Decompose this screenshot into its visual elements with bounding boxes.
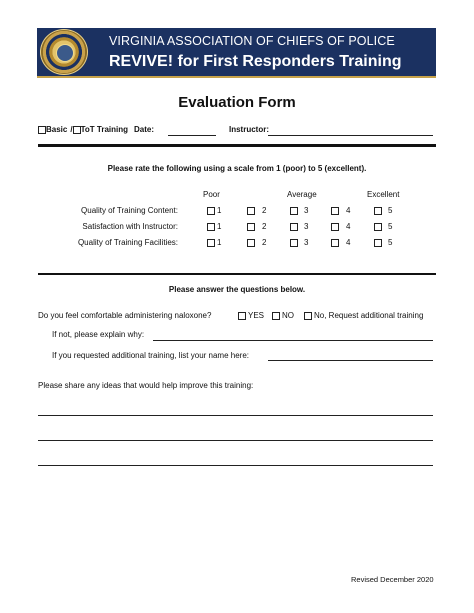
form-title: Evaluation Form bbox=[178, 94, 296, 111]
questions-instruction: Please answer the questions below. bbox=[168, 285, 306, 294]
explain-label: If not, please explain why: bbox=[52, 330, 145, 339]
rating-row-instructor bbox=[0, 222, 474, 234]
ideas-label: Please share any ideas that would help improve this training: bbox=[38, 381, 254, 390]
tot-label: ToT Training bbox=[80, 125, 128, 134]
instructor-label: Instructor: bbox=[229, 125, 269, 134]
vacp-seal-icon bbox=[40, 29, 88, 75]
seal-center bbox=[56, 44, 74, 62]
organization-name: VIRGINIA ASSOCIATION OF CHIEFS OF POLICE bbox=[109, 34, 395, 48]
rating-option-2[interactable]: 2 bbox=[262, 222, 267, 231]
rating-option-1[interactable]: 1 bbox=[207, 206, 221, 215]
yes-checkbox[interactable] bbox=[238, 312, 246, 320]
revision-note: Revised December 2020 bbox=[351, 575, 434, 584]
ideas-line-1[interactable] bbox=[38, 415, 433, 416]
request-training-checkbox[interactable] bbox=[304, 312, 312, 320]
training-type-separator: / bbox=[70, 125, 73, 134]
rating-checkbox-2[interactable] bbox=[247, 223, 255, 231]
rating-row-label: Quality of Training Content: bbox=[81, 206, 178, 215]
section-divider bbox=[38, 144, 436, 147]
no-label: NO bbox=[282, 311, 294, 320]
rating-option-4[interactable]: 4 bbox=[346, 206, 351, 215]
rating-option-1[interactable]: 1 bbox=[207, 222, 221, 231]
rating-checkbox-4[interactable] bbox=[331, 239, 339, 247]
date-label: Date: bbox=[134, 125, 155, 134]
rating-option-3[interactable]: 3 bbox=[290, 206, 308, 215]
rating-row-facilities bbox=[0, 238, 474, 250]
yes-label: YES bbox=[248, 311, 265, 320]
scale-label-poor: Poor bbox=[203, 190, 220, 199]
rating-row-content bbox=[0, 206, 474, 218]
ideas-line-3[interactable] bbox=[38, 465, 433, 466]
naloxone-request-training-option[interactable] bbox=[304, 311, 423, 320]
naloxone-yes-option[interactable] bbox=[238, 311, 264, 320]
rating-option-4[interactable]: 4 bbox=[346, 238, 351, 247]
rating-option-2[interactable]: 2 bbox=[262, 206, 267, 215]
scale-label-excellent: Excellent bbox=[367, 190, 400, 199]
ideas-line-2[interactable] bbox=[38, 440, 433, 441]
header-gold-rule bbox=[37, 76, 436, 78]
rating-option-5[interactable]: 5 bbox=[374, 238, 392, 247]
rating-checkbox-4[interactable] bbox=[331, 207, 339, 215]
request-training-label: No, Request additional training bbox=[314, 311, 424, 320]
rating-option-3[interactable]: 3 bbox=[290, 238, 308, 247]
explain-field[interactable] bbox=[153, 340, 433, 341]
rating-option-4[interactable]: 4 bbox=[346, 222, 351, 231]
date-field[interactable] bbox=[168, 135, 216, 136]
rating-option-3[interactable]: 3 bbox=[290, 222, 308, 231]
rating-option-5[interactable]: 5 bbox=[374, 206, 392, 215]
instructor-field[interactable] bbox=[268, 135, 433, 136]
training-type-row bbox=[38, 125, 128, 134]
rating-row-label: Quality of Training Facilities: bbox=[77, 238, 178, 247]
rating-option-5[interactable]: 5 bbox=[374, 222, 392, 231]
name-label: If you requested additional training, list your name here: bbox=[52, 351, 250, 360]
rating-checkbox-2[interactable] bbox=[247, 239, 255, 247]
no-checkbox[interactable] bbox=[272, 312, 280, 320]
program-title: REVIVE! for First Responders Training bbox=[109, 53, 402, 70]
rating-checkbox-4[interactable] bbox=[331, 223, 339, 231]
rating-instruction: Please rate the following using a scale from 1 (poor) to 5 (excellent). bbox=[107, 164, 367, 173]
basic-label: Basic bbox=[46, 125, 68, 134]
tot-checkbox[interactable] bbox=[73, 126, 81, 134]
section-divider bbox=[38, 273, 436, 275]
basic-checkbox[interactable] bbox=[38, 126, 46, 134]
rating-option-2[interactable]: 2 bbox=[262, 238, 267, 247]
naloxone-no-option[interactable] bbox=[272, 311, 294, 320]
rating-checkbox-2[interactable] bbox=[247, 207, 255, 215]
rating-option-1[interactable]: 1 bbox=[207, 238, 221, 247]
naloxone-question: Do you feel comfortable administering naloxone? bbox=[38, 311, 212, 320]
scale-label-average: Average bbox=[287, 190, 317, 199]
name-field[interactable] bbox=[268, 360, 433, 361]
rating-row-label: Satisfaction with Instructor: bbox=[82, 222, 178, 231]
